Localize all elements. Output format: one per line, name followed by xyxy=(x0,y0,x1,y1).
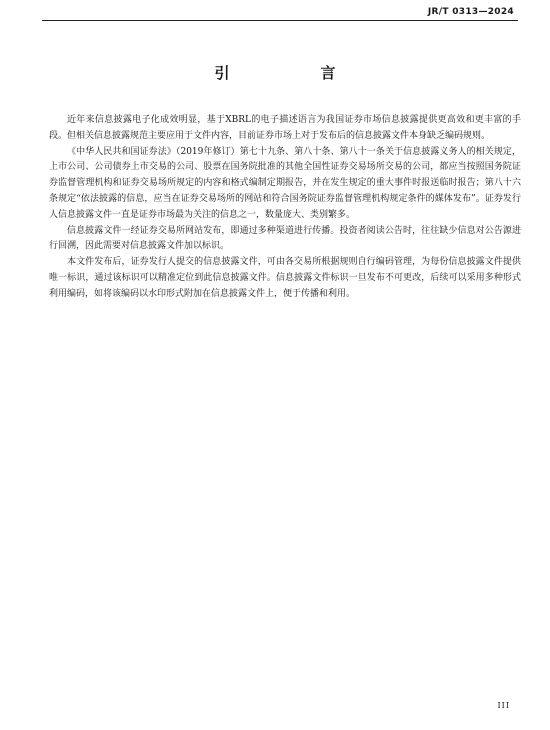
paragraph-2: 《中华人民共和国证券法》（2019年修订）第七十九条、第八十条、第八十一条关于信息披露义务人的相关规定，上市公司、公司债券上市交易的公司、股票在国务院批准的其他全国性证券交易场所交易的公司，都应当按照国务院证券监督管理机构和证券交易场所规定的内容和格式编制定期报告，并在发生规定的重大事件时报送临时报告；第八十六条规定“依法披露的信息，应当在证券交易场所的网站和符合国务院证券监督管理机构规定条件的媒体发布”。证券发行人信息披露文件一直是证券市场最为关注的信息之一，数量庞大、类别繁多。 xyxy=(49,146,521,220)
body-text xyxy=(49,113,521,303)
page-number: III xyxy=(497,701,510,710)
paragraph-1: 近年来信息披露电子化成效明显，基于XBRL的电子描述语言为我国证券市场信息披露提供更高效和更丰富的手段。但相关信息披露规范主要应用于文件内容，目前证券市场上对于发布后的信息披露文件本身缺乏编码规则。 xyxy=(49,115,521,141)
header-divider xyxy=(42,20,518,21)
page-title: 引 言 xyxy=(214,64,374,82)
paragraph-4: 本文件发布后，证券发行人提交的信息披露文件，可由各交易所根据规则自行编码管理，为每份信息披露文件提供唯一标识，通过该标识可以精准定位到此信息披露文件。信息披露文件标识一旦发布不可更改，后续可以采用多种形式利用编码，如将该编码以水印形式附加在信息披露文件上，便于传播和利用。 xyxy=(49,257,521,299)
standard-code: JR/T 0313—2024 xyxy=(427,7,514,17)
paragraph-3: 信息披露文件一经证券交易所网站发布，即通过多种渠道进行传播。投资者阅读公告时，往往缺少信息对公告源进行回溯，因此需要对信息披露文件加以标识。 xyxy=(49,225,521,252)
